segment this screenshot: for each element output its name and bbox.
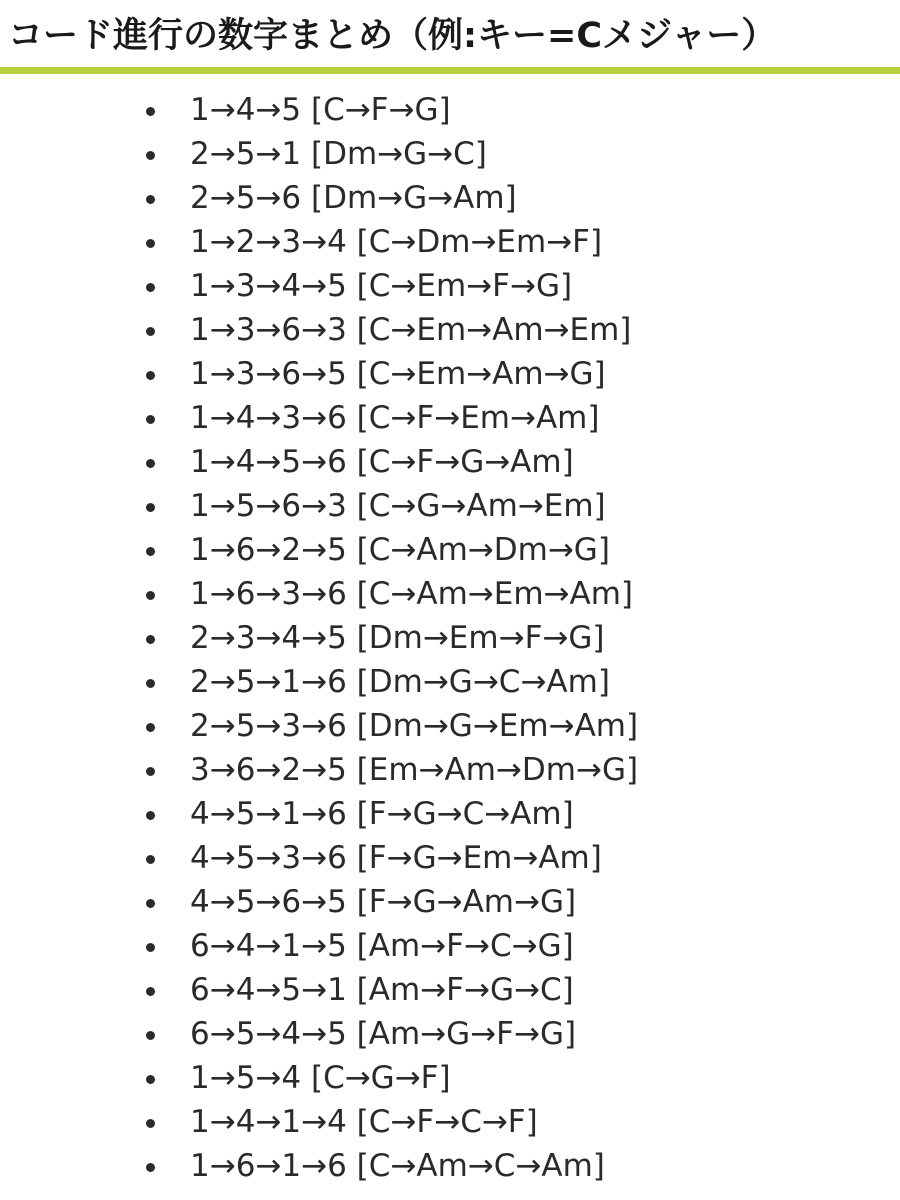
progression-text: 1→4→1→4 [C→F→C→F] [190, 1104, 538, 1140]
progression-item [0, 308, 900, 352]
bullet-icon [146, 1075, 155, 1084]
bullet-icon [146, 239, 155, 248]
progression-text: 1→6→1→6 [C→Am→C→Am] [190, 1148, 605, 1184]
bullet-icon [146, 547, 155, 556]
progression-text: 1→5→4 [C→G→F] [190, 1060, 451, 1096]
bullet-icon [146, 1119, 155, 1128]
bullet-icon [146, 327, 155, 336]
progression-item [0, 660, 900, 704]
progression-item [0, 1144, 900, 1188]
progression-item [0, 528, 900, 572]
progression-text: 6→5→4→5 [Am→G→F→G] [190, 1016, 577, 1052]
progression-item [0, 176, 900, 220]
progression-text: 1→4→3→6 [C→F→Em→Am] [190, 400, 600, 436]
bullet-icon [146, 899, 155, 908]
progression-item [0, 1100, 900, 1144]
progression-item [0, 396, 900, 440]
progression-item [0, 880, 900, 924]
bullet-icon [146, 723, 155, 732]
progression-text: 4→5→6→5 [F→G→Am→G] [190, 884, 577, 920]
progression-text: 1→6→2→5 [C→Am→Dm→G] [190, 532, 610, 568]
progression-text: 1→3→6→5 [C→Em→Am→G] [190, 356, 606, 392]
progression-item [0, 88, 900, 132]
progression-text: 2→3→4→5 [Dm→Em→F→G] [190, 620, 605, 656]
progression-text: 2→5→1→6 [Dm→G→C→Am] [190, 664, 610, 700]
bullet-icon [146, 371, 155, 380]
progression-text: 1→2→3→4 [C→Dm→Em→F] [190, 224, 603, 260]
bullet-icon [146, 415, 155, 424]
progression-text: 1→3→4→5 [C→Em→F→G] [190, 268, 573, 304]
bullet-icon [146, 283, 155, 292]
progression-text: 6→4→1→5 [Am→F→C→G] [190, 928, 574, 964]
page-header [0, 0, 900, 74]
progression-item [0, 1056, 900, 1100]
progression-item [0, 616, 900, 660]
title-underline [0, 67, 900, 74]
progression-item [0, 220, 900, 264]
progression-list [0, 88, 900, 1188]
progression-text: 4→5→1→6 [F→G→C→Am] [190, 796, 574, 832]
bullet-icon [146, 107, 155, 116]
progression-item [0, 484, 900, 528]
bullet-icon [146, 503, 155, 512]
bullet-icon [146, 1163, 155, 1172]
progression-text: 3→6→2→5 [Em→Am→Dm→G] [190, 752, 639, 788]
progression-item [0, 704, 900, 748]
progression-item [0, 836, 900, 880]
progression-text: 2→5→6 [Dm→G→Am] [190, 180, 517, 216]
bullet-icon [146, 151, 155, 160]
progression-text: 1→4→5→6 [C→F→G→Am] [190, 444, 574, 480]
progression-text: 2→5→1 [Dm→G→C] [190, 136, 487, 172]
progression-text: 1→4→5 [C→F→G] [190, 92, 451, 128]
progression-item [0, 352, 900, 396]
bullet-icon [146, 811, 155, 820]
page-title: コード進行の数字まとめ（例:キー=Cメジャー） [8, 16, 777, 56]
progression-text: 1→3→6→3 [C→Em→Am→Em] [190, 312, 632, 348]
progression-item [0, 132, 900, 176]
progression-text: 2→5→3→6 [Dm→G→Em→Am] [190, 708, 639, 744]
bullet-icon [146, 943, 155, 952]
progression-text: 4→5→3→6 [F→G→Em→Am] [190, 840, 602, 876]
bullet-icon [146, 679, 155, 688]
bullet-icon [146, 987, 155, 996]
bullet-icon [146, 767, 155, 776]
bullet-icon [146, 459, 155, 468]
bullet-icon [146, 635, 155, 644]
progression-item [0, 264, 900, 308]
progression-item [0, 572, 900, 616]
progression-item [0, 924, 900, 968]
bullet-icon [146, 591, 155, 600]
progression-item [0, 748, 900, 792]
progression-text: 1→5→6→3 [C→G→Am→Em] [190, 488, 606, 524]
bullet-icon [146, 195, 155, 204]
bullet-icon [146, 855, 155, 864]
progression-item [0, 440, 900, 484]
progression-item [0, 1012, 900, 1056]
progression-item [0, 968, 900, 1012]
bullet-icon [146, 1031, 155, 1040]
progression-text: 1→6→3→6 [C→Am→Em→Am] [190, 576, 634, 612]
progression-item [0, 792, 900, 836]
progression-text: 6→4→5→1 [Am→F→G→C] [190, 972, 574, 1008]
